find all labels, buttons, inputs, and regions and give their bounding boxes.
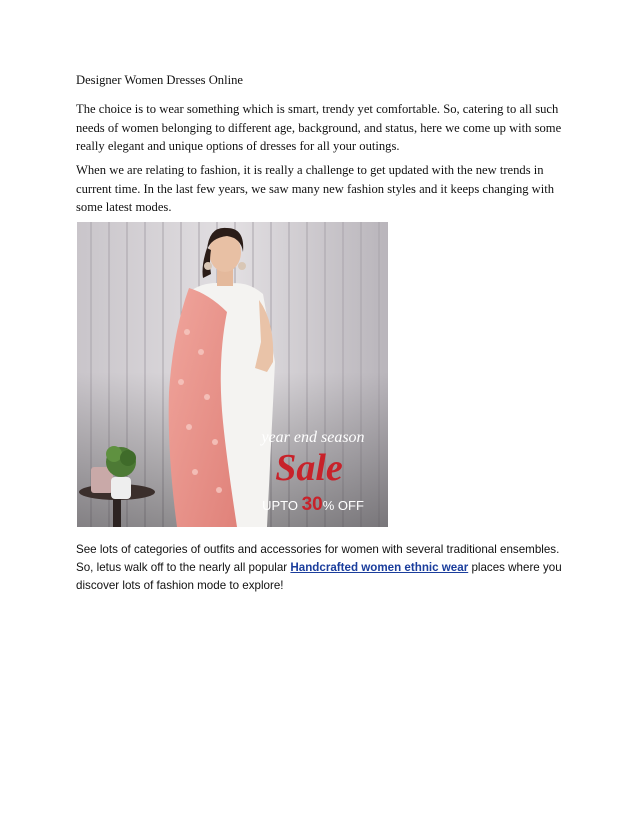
banner-tagline: year end season: [261, 429, 365, 446]
categories-text-after: places where you discover lots of fashion mode to explore!: [76, 561, 562, 593]
banner-offer: [262, 494, 364, 515]
fashion-paragraph: When we are relating to fashion, it is really a challenge to get updated with the new trends in current time. In the last few years, we saw many new fashion styles and it keeps changing with some latest modes.: [76, 163, 555, 214]
ethnic-wear-link[interactable]: Handcrafted women ethnic wear: [290, 561, 469, 575]
document-title: Designer Women Dresses Online: [76, 73, 243, 87]
banner-sale-word: Sale: [275, 447, 343, 489]
banner-offer-value: 30: [301, 494, 323, 515]
categories-paragraph: [76, 541, 570, 596]
sale-banner-image: [77, 222, 388, 527]
banner-offer-prefix: UPTO: [262, 498, 302, 513]
categories-text-before: See lots of categories of outfits and accessories for women with several traditional ensembles. So, letus walk off to the nearly all popular: [76, 543, 560, 575]
banner-offer-suffix: % OFF: [322, 498, 364, 513]
intro-paragraph: The choice is to wear something which is smart, trendy yet comfortable. So, catering to all such needs of women belonging to different age, background, and status, here we come up with some really elegant and unique options of dresses for all your outings.: [76, 102, 562, 153]
